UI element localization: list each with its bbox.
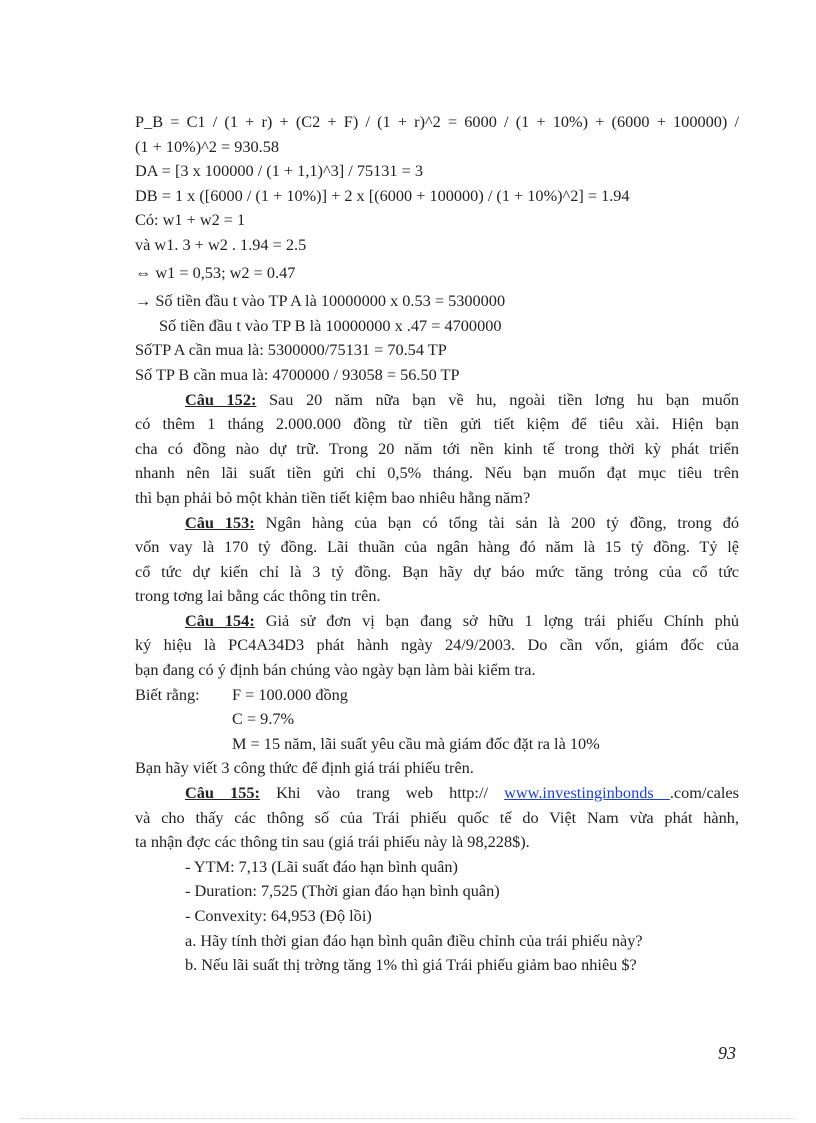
formula-db: DB = 1 x ([6000 / (1 + 10%)] + 2 x [(6000 + 100000) / (1 + 10%)^2] = 1.94 bbox=[135, 185, 630, 205]
q153-text1: Ngân hàng của bạn có tổng tài sản là 200 tỷ đồng, trong đó bbox=[254, 512, 739, 532]
formula-da: DA = [3 x 100000 / (1 + 1,1)^3] / 75131 = 3 bbox=[135, 161, 423, 181]
q155-label: Câu 155: bbox=[185, 783, 260, 803]
q152-line3: cha có đồng nào dự trữ. Trong 20 năm tới nền kinh tế trong thời kỳ phát triển bbox=[135, 438, 739, 458]
investinginbonds-link[interactable]: www.investinginbonds bbox=[504, 783, 670, 803]
q152-text1: Sau 20 năm nữa bạn về hu, ngoài tiền lơng hu bạn muốn bbox=[256, 389, 739, 409]
q155-ytm: - YTM: 7,13 (Lãi suất đáo hạn bình quân) bbox=[185, 856, 458, 876]
q152-line1 bbox=[135, 388, 739, 413]
invest-a: → Số tiền đầu t vào TP A là 10000000 x 0.53 = 5300000 bbox=[135, 291, 506, 311]
q152-label: Câu 152: bbox=[185, 389, 257, 409]
q154-text1: Giả sử đơn vị bạn đang sở hữu 1 lợng trái phiếu Chính phủ bbox=[254, 610, 739, 630]
q154-given-f: F = 100.000 đồng bbox=[232, 684, 348, 704]
q154-line2: ký hiệu là PC4A34D3 phát hành ngày 24/9/2003. Do cần vốn, giám đốc của bbox=[135, 635, 739, 655]
q153-label: Câu 153: bbox=[185, 512, 255, 532]
q152-line5: thì bạn phải bỏ một khản tiền tiết kiệm bao nhiêu hằng năm? bbox=[135, 487, 531, 507]
formula-iff: ⇔ w1 = 0,53; w2 = 0.47 bbox=[135, 262, 296, 282]
buy-b: Số TP B cần mua là: 4700000 / 93058 = 56.50 TP bbox=[135, 364, 460, 384]
page-number: 93 bbox=[718, 1043, 736, 1063]
formula-pb-line1: P_B = C1 / (1 + r) + (C2 + F) / (1 + r)^2 = 6000 / (1 + 10%) + (6000 + 100000) / bbox=[135, 112, 739, 131]
q154-line1 bbox=[135, 609, 739, 634]
q155-question-b: b. Nếu lãi suất thị trờng tăng 1% thì giá Trái phiếu giảm bao nhiêu $? bbox=[185, 955, 637, 975]
q155-line2: và cho thấy các thông số của Trái phiếu quốc tế do Việt Nam vừa phát hành, bbox=[135, 807, 739, 827]
formula-co: Có: w1 + w2 = 1 bbox=[135, 210, 246, 230]
q155-text1b: .com/cales bbox=[669, 783, 739, 803]
q154-given-f-row bbox=[135, 683, 739, 708]
formula-pb-line2: (1 + 10%)^2 = 930.58 bbox=[135, 136, 280, 156]
q155-line1 bbox=[135, 781, 739, 806]
q154-line3: bạn đang có ý định bán chúng vào ngày bạn làm bài kiểm tra. bbox=[135, 660, 536, 680]
q154-given-m: M = 15 năm, lãi suất yêu cầu mà giám đốc đặt ra là 10% bbox=[232, 733, 600, 753]
q152-line4: nhanh nên lãi suất tiền gửi chỉ 0,5% tháng. Nếu bạn muốn đạt mục tiêu trên bbox=[135, 463, 739, 483]
q154-ask: Bạn hãy viết 3 công thức để định giá trái phiếu trên. bbox=[135, 758, 474, 778]
page-body bbox=[135, 110, 739, 978]
q152-line2: có thêm 1 tháng 2.000.000 đồng từ tiền gửi tiết kiệm để tiêu xài. Hiện bạn bbox=[135, 414, 739, 434]
buy-a: SốTP A cần mua là: 5300000/75131 = 70.54 TP bbox=[135, 340, 447, 360]
invest-b: Số tiền đầu t vào TP B là 10000000 x .47 = 4700000 bbox=[159, 315, 502, 335]
q155-text1a: Khi vào trang web http:// bbox=[259, 783, 505, 803]
q154-label: Câu 154: bbox=[185, 610, 255, 630]
q153-line2: vốn vay là 170 tỷ đồng. Lãi thuần của ngân hàng đó năm là 15 tỷ đồng. Tỷ lệ bbox=[135, 537, 739, 557]
q155-line3: ta nhận đợc các thông tin sau (giá trái phiếu này là 98,228$). bbox=[135, 832, 530, 852]
q153-line4: trong tơng lai bằng các thông tin trên. bbox=[135, 586, 381, 606]
q153-line3: cổ tức dự kiến chỉ là 3 tỷ đồng. Bạn hãy dự báo mức tăng trỏng của cổ tức bbox=[135, 561, 739, 581]
q155-duration: - Duration: 7,525 (Thời gian đáo hạn bình quân) bbox=[185, 881, 500, 901]
formula-va: và w1. 3 + w2 . 1.94 = 2.5 bbox=[135, 234, 307, 254]
bottom-divider bbox=[20, 1118, 796, 1119]
q154-given-label: Biết rằng: bbox=[135, 684, 200, 704]
q154-given-c: C = 9.7% bbox=[232, 709, 295, 729]
q155-convexity: - Convexity: 64,953 (Độ lồi) bbox=[185, 906, 372, 925]
q155-question-a: a. Hãy tính thời gian đáo hạn bình quân điều chỉnh của trái phiếu này? bbox=[185, 930, 643, 950]
q153-line1 bbox=[135, 511, 739, 536]
